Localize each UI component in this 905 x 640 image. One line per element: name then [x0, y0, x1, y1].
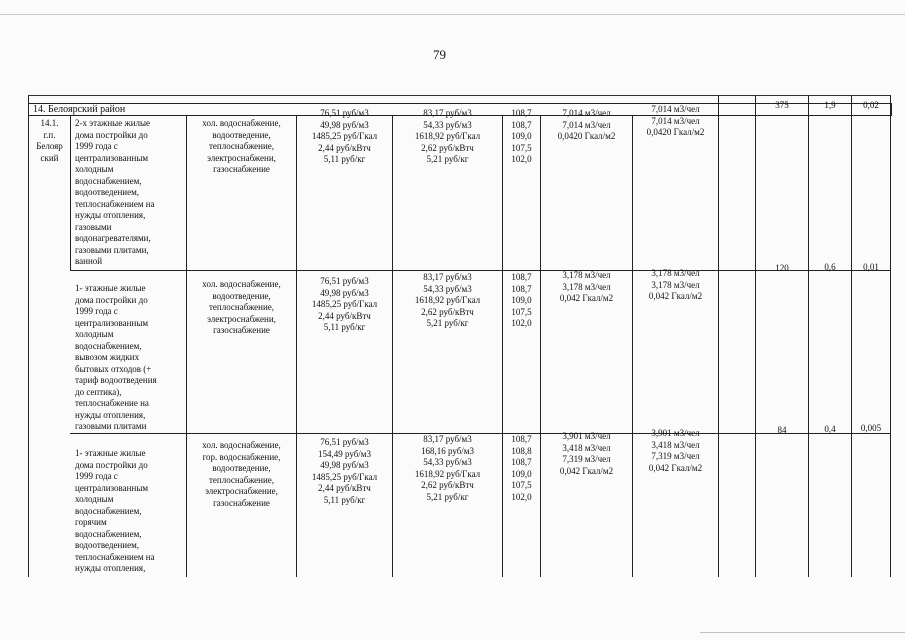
grid-vline: [502, 115, 503, 577]
households-percent: 1,9: [824, 100, 836, 110]
norm-new: 3,901 м3/чел 3,418 м3/чел 7,319 м3/чел 0,042 Гкал/м2: [648, 428, 703, 473]
grid-vline: [392, 115, 393, 577]
house-description: 1- этажные жилые дома постройки до 1999 года с централизованным холодным водоснабжением, горячим водоснабжением, водоотведением, теплоснабжением на нужды отопления,: [75, 448, 155, 573]
house-description: 1- этажные жилые дома постройки до 1999 года с централизованным холодным водоснабжением, вывозом жидких бытовых отходов (+ тариф водоотведения до септика), теплоснабжение на нужды отопления, газовыми плитами: [75, 283, 157, 431]
norm-new: 3,178 м3/чел 3,178 м3/чел 0,042 Гкал/м2: [648, 268, 703, 301]
households-percent: 0,4: [824, 424, 836, 434]
grid-vline: [851, 95, 852, 577]
scan-edge-top: [0, 14, 905, 15]
tariff-new: 83,17 руб/м3 168,16 руб/м3 54,33 руб/м3 1618,92 руб/Гкал 2,62 руб/кВтч 5,21 руб/кг: [414, 434, 481, 502]
households-share: 0,005: [860, 423, 882, 433]
grid-vline: [890, 95, 891, 577]
households-share: 0,02: [863, 100, 879, 110]
region-title: 14. Белоярский район: [33, 104, 126, 115]
households-share: 0,01: [863, 262, 879, 272]
norm-old: 3,178 м3/чел 3,178 м3/чел 0,042 Гкал/м2: [559, 270, 614, 303]
grid-vline: [808, 95, 809, 577]
grid-vline: [718, 95, 719, 577]
households-percent: 0,6: [824, 262, 836, 272]
households-count: 84: [777, 425, 787, 435]
households-count: 375: [775, 100, 789, 110]
page-number: 79: [433, 47, 446, 62]
scan-edge-bottom: [700, 632, 905, 633]
grid-vline: [70, 115, 71, 270]
tariff-index: 108,7 108,7 109,0 107,5 102,0: [511, 272, 532, 328]
households-count: 120: [775, 263, 789, 273]
services-list: хол. водоснабжение, гор. водоснабжение, водоотведение, теплоснабжение, электроснабжение, газоснабжение: [202, 440, 281, 508]
tariff-new: 83,17 руб/м3 54,33 руб/м3 1618,92 руб/Гкал 2,62 руб/кВтч 5,21 руб/кг: [414, 108, 481, 164]
tariff-index: 108,7 108,7 109,0 107,5 102,0: [511, 108, 532, 164]
grid-vline: [755, 95, 756, 577]
house-description: 2-х этажные жилые дома постройки до 1999 года с централизованным холодным водоснабжением, водоотведением, теплоснабжением на нужды отопления, газовыми водонагревателями, газовыми плитами, ванной: [75, 118, 155, 266]
norm-old: 3,901 м3/чел 3,418 м3/чел 7,319 м3/чел 0,042 Гкал/м2: [559, 431, 614, 476]
norm-new: 7,014 м3/чел 7,014 м3/чел 0,0420 Гкал/м2: [646, 104, 705, 137]
row-code: 14.1. г.п. Белояр ский: [36, 118, 63, 163]
grid-vline: [632, 115, 633, 577]
tariff-old: 76,51 руб/м3 154,49 руб/м3 49,98 руб/м3 1485,25 руб/Гкал 2,44 руб/кВтч 5,11 руб/кг: [311, 437, 378, 505]
grid-vline: [540, 115, 541, 577]
tariff-index: 108,7 108,8 108,7 109,0 107,5 102,0: [511, 434, 532, 502]
services-list: хол. водоснабжение, водоотведение, теплоснабжение, электроснабжени, газоснабжение: [202, 118, 281, 174]
services-list: хол. водоснабжение, водоотведение, теплоснабжение, электроснабжени, газоснабжение: [202, 279, 281, 335]
grid-vline: [28, 95, 29, 577]
norm-old: 7,014 м3/чел 7,014 м3/чел 0,0420 Гкал/м2: [557, 108, 616, 141]
grid-vline: [296, 115, 297, 577]
tariff-old: 76,51 руб/м3 49,98 руб/м3 1485,25 руб/Гкал 2,44 руб/кВтч 5,11 руб/кг: [311, 276, 378, 332]
table-top-border: [28, 95, 890, 96]
tariff-old: 76,51 руб/м3 49,98 руб/м3 1485,25 руб/Гкал 2,44 руб/кВтч 5,11 руб/кг: [311, 108, 378, 164]
tariff-new: 83,17 руб/м3 54,33 руб/м3 1618,92 руб/Гкал 2,62 руб/кВтч 5,21 руб/кг: [414, 272, 481, 328]
